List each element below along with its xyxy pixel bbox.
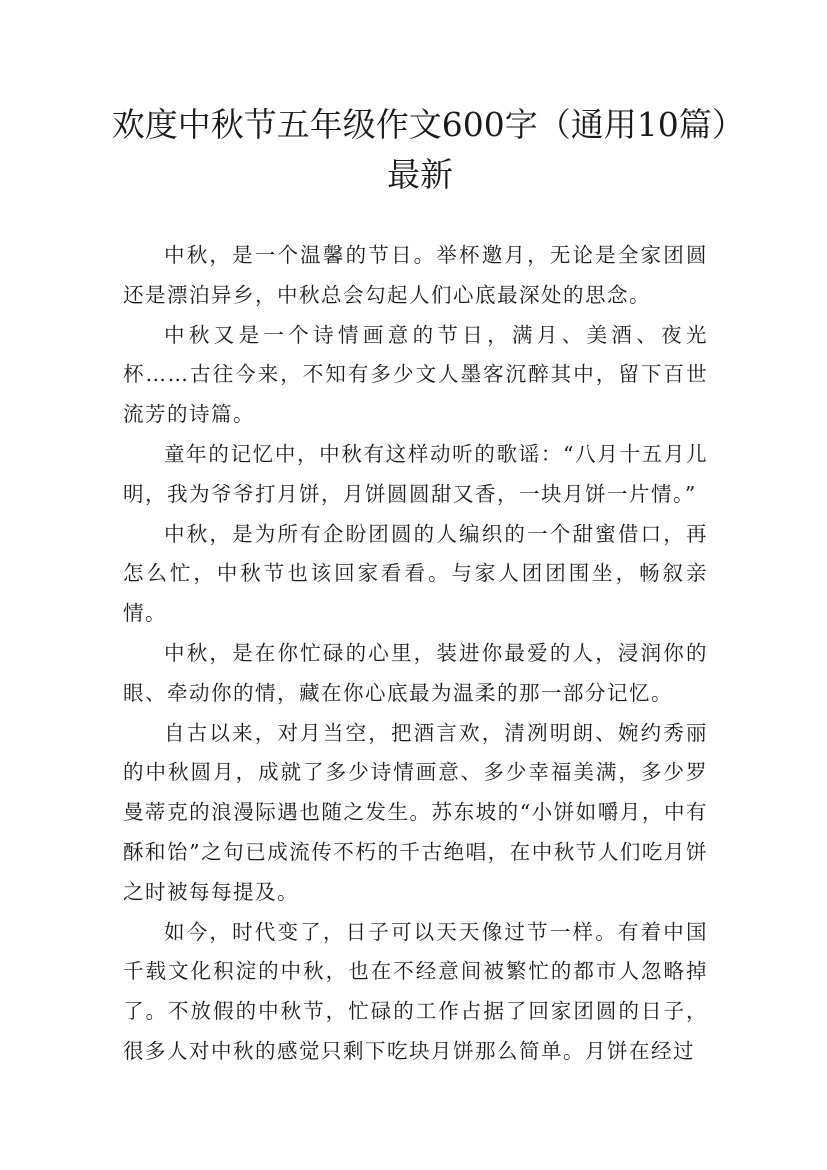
paragraph-3: 童年的记忆中，中秋有这样动听的歌谣：“八月十五月儿明，我为爷爷打月饼，月饼圆圆甜又香，一块月饼一片情。”: [123, 441, 708, 506]
paragraph-5: 中秋，是在你忙碌的心里，装进你最爱的人，浸润你的眼、牵动你的情，藏在你心底最为温柔的那一部分记忆。: [123, 640, 708, 705]
paragraph-2: 中秋又是一个诗情画意的节日，满月、美酒、夜光杯……古往今来，不知有多少文人墨客沉醉其中，留下百世流芳的诗篇。: [123, 322, 708, 427]
paragraph-1: 中秋，是一个温馨的节日。举杯邀月，无论是全家团圆还是漂泊异乡，中秋总会勾起人们心底最深处的思念。: [123, 243, 708, 307]
paragraph-6: 自古以来，对月当空，把酒言欢，清冽明朗、婉约秀丽的中秋圆月，成就了多少诗情画意、多少幸福美满，多少罗曼蒂克的浪漫际遇也随之发生。苏东坡的“小饼如嚼月，中有酥和饴”之句已成流传不朽的千古绝唱，在中秋节人们吃月饼之时被每每提及。: [123, 720, 708, 904]
document-body: [123, 236, 708, 1072]
paragraph-7: 如今，时代变了，日子可以天天像过节一样。有着中国千载文化积淀的中秋，也在不经意间被繁忙的都市人忽略掉了。不放假的中秋节，忙碌的工作占据了回家团圆的日子，很多人对中秋的感觉只剩下吃块月饼那么简单。月饼在经过: [123, 919, 708, 1063]
paragraph-4: 中秋，是为所有企盼团圆的人编织的一个甜蜜借口，再怎么忙，中秋节也该回家看看。与家人团团围坐，畅叙亲情。: [123, 521, 708, 626]
document-title: 欢度中秋节五年级作文600字（通用10篇）最新: [111, 105, 729, 194]
